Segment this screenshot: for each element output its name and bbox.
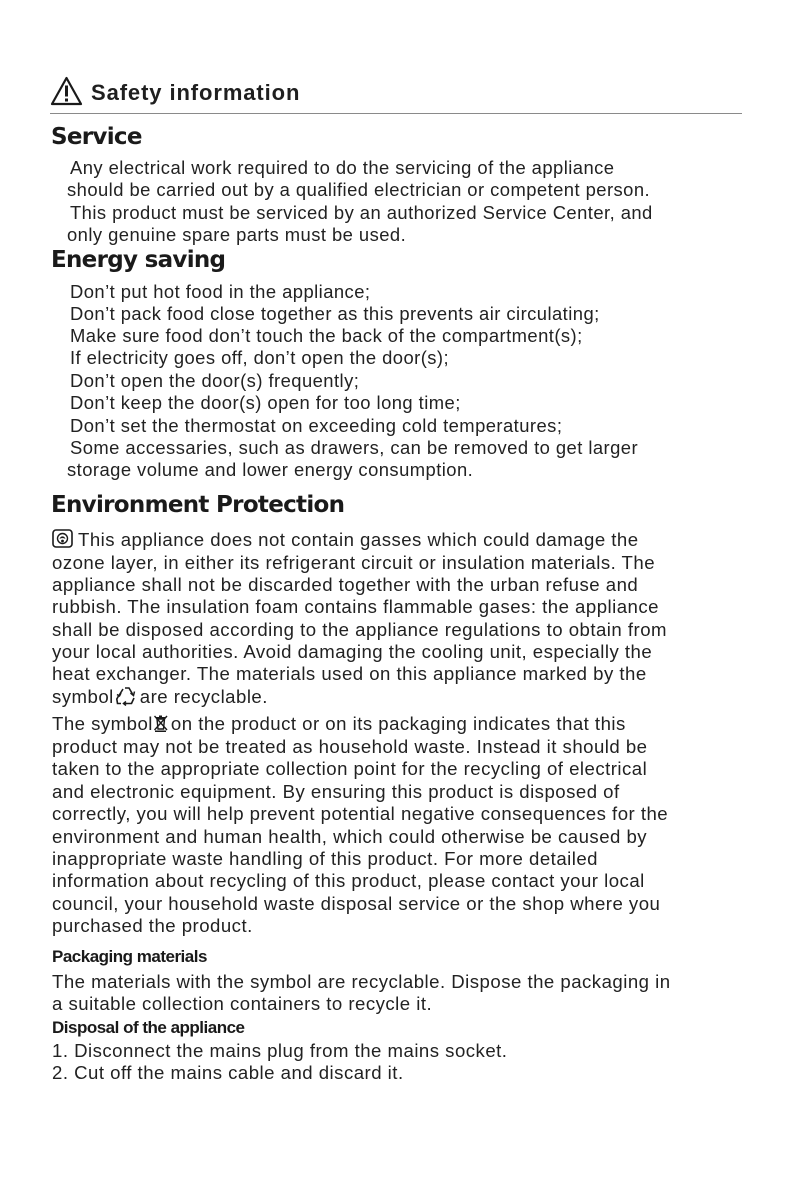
environment-line: ozone layer, in either its refrigerant circuit or insulation materials. The bbox=[52, 552, 656, 573]
environment-text: symbol bbox=[52, 686, 114, 707]
environment-text: on the product or on its packaging indicates that this bbox=[170, 713, 626, 734]
service-heading: Service bbox=[51, 124, 142, 150]
disposal-step: 1. Disconnect the mains plug from the mains socket. bbox=[52, 1040, 508, 1061]
environment-line: purchased the product. bbox=[52, 915, 253, 936]
environment-line: taken to the appropriate collection point for the recycling of electrical bbox=[52, 758, 648, 779]
energy-line: storage volume and lower energy consumption. bbox=[67, 459, 474, 480]
energy-line: If electricity goes off, don’t open the door(s); bbox=[70, 347, 450, 368]
packaging-line: The materials with the symbol are recyclable. Dispose the packaging in bbox=[52, 971, 671, 992]
disposal-heading: Disposal of the appliance bbox=[52, 1018, 245, 1037]
recycle-icon bbox=[115, 686, 137, 706]
energy-line: Don’t pack food close together as this prevents air circulating; bbox=[70, 303, 600, 324]
safety-title: Safety information bbox=[91, 80, 301, 105]
disposal-step: 2. Cut off the mains cable and discard it. bbox=[52, 1062, 404, 1083]
ozone-friendly-icon bbox=[52, 529, 73, 548]
environment-line: information about recycling of this product, please contact your local bbox=[52, 870, 645, 891]
service-line: should be carried out by a qualified electrician or competent person. bbox=[67, 179, 651, 200]
environment-line bbox=[52, 529, 639, 551]
environment-line: inappropriate waste handling of this product. For more detailed bbox=[52, 848, 598, 869]
packaging-heading: Packaging materials bbox=[52, 947, 207, 966]
environment-line bbox=[52, 713, 626, 735]
environment-line: heat exchanger. The materials used on this appliance marked by the bbox=[52, 663, 647, 684]
environment-line: correctly, you will help prevent potential negative consequences for the bbox=[52, 803, 669, 824]
environment-text: This appliance does not contain gasses which could damage the bbox=[78, 529, 639, 550]
environment-line: environment and human health, which could otherwise be caused by bbox=[52, 826, 648, 847]
environment-line: rubbish. The insulation foam contains flammable gases: the appliance bbox=[52, 596, 659, 617]
energy-line: Some accessaries, such as drawers, can be removed to get larger bbox=[70, 437, 639, 458]
environment-line bbox=[52, 686, 268, 708]
environment-line: your local authorities. Avoid damaging the cooling unit, especially the bbox=[52, 641, 653, 662]
environment-text: are recyclable. bbox=[139, 686, 268, 707]
energy-heading: Energy saving bbox=[51, 247, 226, 273]
environment-line: council, your household waste disposal service or the shop where you bbox=[52, 893, 661, 914]
energy-line: Don’t open the door(s) frequently; bbox=[70, 370, 360, 391]
energy-line: Don’t set the thermostat on exceeding cold temperatures; bbox=[70, 415, 563, 436]
service-line: This product must be serviced by an authorized Service Center, and bbox=[70, 202, 653, 223]
crossed-bin-icon bbox=[154, 715, 168, 732]
energy-line: Don’t put hot food in the appliance; bbox=[70, 281, 371, 302]
environment-heading: Environment Protection bbox=[51, 492, 345, 518]
service-line: only genuine spare parts must be used. bbox=[67, 224, 407, 245]
environment-line: shall be disposed according to the appliance regulations to obtain from bbox=[52, 619, 667, 640]
environment-line: and electronic equipment. By ensuring this product is disposed of bbox=[52, 781, 620, 802]
environment-text: The symbol bbox=[52, 713, 153, 734]
service-line: Any electrical work required to do the servicing of the appliance bbox=[70, 157, 615, 178]
packaging-line: a suitable collection containers to recycle it. bbox=[52, 993, 433, 1014]
energy-line: Don’t keep the door(s) open for too long time; bbox=[70, 392, 461, 413]
safety-header bbox=[50, 76, 742, 114]
energy-line: Make sure food don’t touch the back of the compartment(s); bbox=[70, 325, 583, 346]
environment-line: appliance shall not be discarded together with the urban refuse and bbox=[52, 574, 639, 595]
warning-triangle-icon bbox=[50, 76, 83, 106]
environment-line: product may not be treated as household waste. Instead it should be bbox=[52, 736, 648, 757]
